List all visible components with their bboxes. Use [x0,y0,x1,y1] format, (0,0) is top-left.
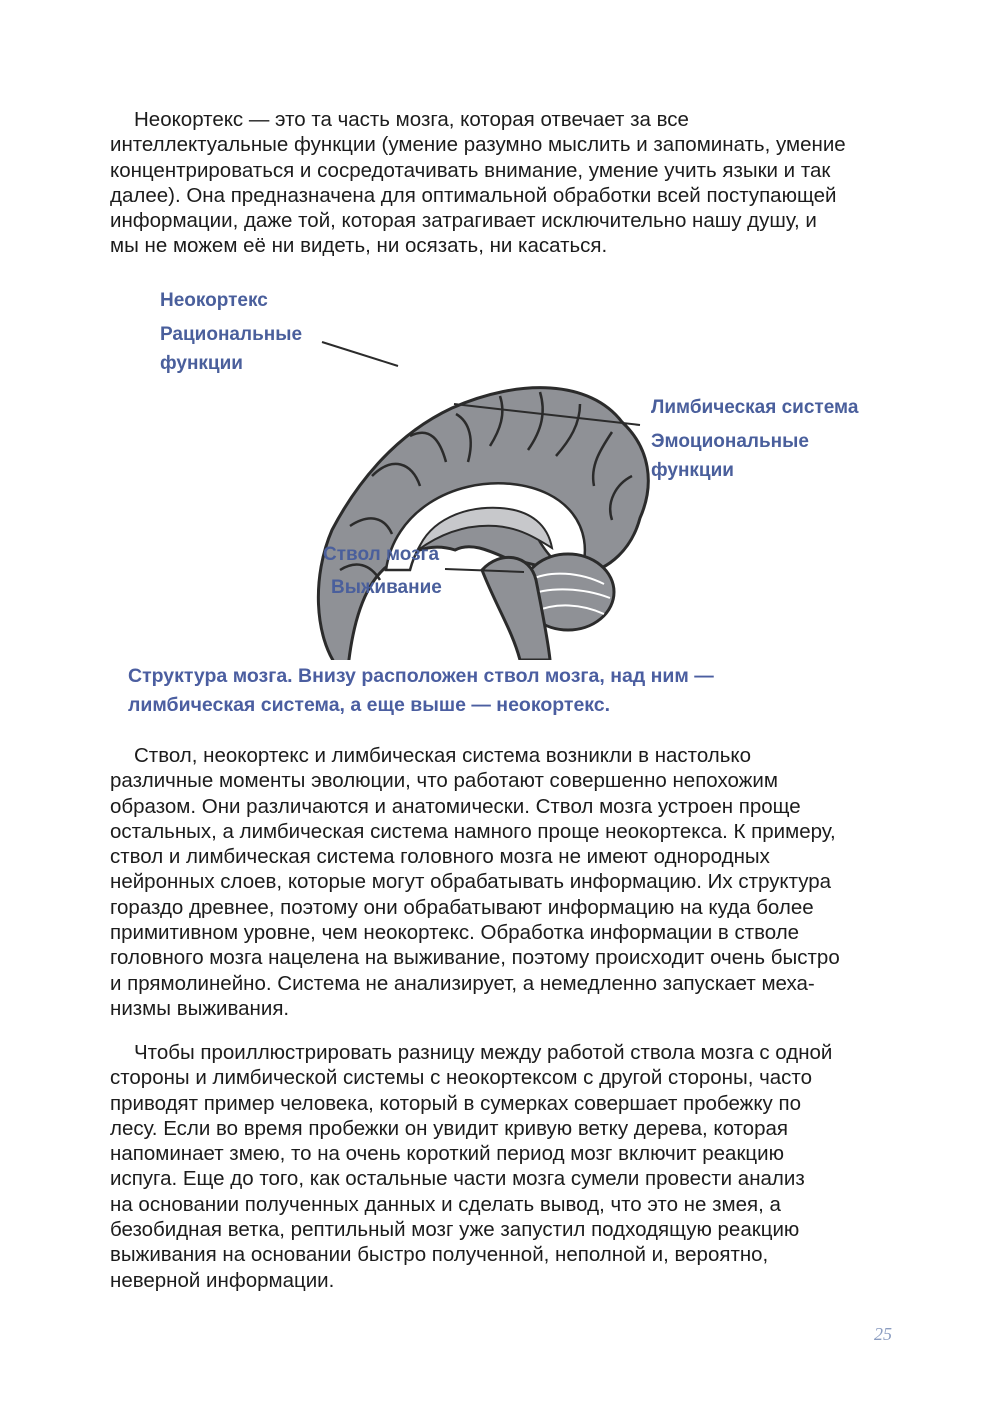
figure-caption-line1: Структура мозга. Внизу расположен ствол мозга, над ним — [128,665,714,687]
neocortex-pointer [322,342,398,366]
figure-caption-line2: лимбическая система, а еще выше — неокортекс. [128,694,611,716]
neocortex-function-line2: функции [160,353,243,374]
paragraph-example [110,1040,910,1293]
text-line: ствол и лимбическая система головного мозга не имеют однородных [110,845,770,869]
text-line: напоминает змею, то на очень короткий период мозг включит реакцию [110,1142,784,1166]
paragraph-evolution [110,743,910,1021]
text-line: приводят пример человека, который в сумерках совершает пробежку по [110,1091,801,1115]
text-line: низмы выживания. [110,996,290,1020]
text-line: лесу. Если во время пробежки он увидит кривую ветку дерева, которая [110,1116,788,1140]
text-line: головного мозга нацелена на выживание, поэтому происходит очень быстро [110,946,840,970]
text-line: безобидная ветка, рептильный мозг уже запустил подходящую реакцию [110,1218,800,1242]
text-line: Неокортекс — это та часть мозга, которая отвечает за все [134,108,689,131]
text-line: неверной информации. [110,1268,335,1292]
text-line: на основании полученных данных и сделать вывод, что это не змея, а [110,1192,781,1216]
neocortex-title: Неокортекс [160,290,268,311]
neocortex-function-line1: Рациональные [160,324,303,345]
brain-diagram [0,280,1000,660]
text-line: гораздо древнее, поэтому они обрабатывают информацию на куда более [110,895,814,919]
text-line: различные моменты эволюции, что работают совершенно непохожим [110,769,778,793]
text-line: и прямолинейно. Система не анализирует, а немедленно запускает меха- [110,971,815,995]
brainstem-function: Выживание [331,577,442,598]
text-line: Ствол, неокортекс и лимбическая система возникли в настолько [134,744,752,767]
text-line: выживания на основании быстро полученной, неполной и, вероятно, [110,1243,769,1267]
limbic-function-line1: Эмоциональные [651,431,809,452]
text-line: интеллектуальные функции (умение разумно мыслить и запоминать, умение [110,133,846,157]
text-line: примитивном уровне, чем неокортекс. Обработка информации в стволе [110,921,800,945]
text-line: концентрироваться и сосредотачивать внимание, умение учить языки и так [110,158,831,182]
paragraph-intro [110,107,910,259]
text-line: стороны и лимбической системы с неокортексом с другой стороны, часто [110,1066,812,1090]
text-line: Чтобы проиллюстрировать разницу между работой ствола мозга с одной [134,1041,833,1064]
text-line: далее). Она предназначена для оптимальной обработки всей поступающей [110,183,837,207]
limbic-title: Лимбическая система [651,397,859,418]
text-line: образом. Они различаются и анатомически. Ствол мозга устроен проще [110,794,801,818]
text-line: остальных, а лимбическая система намного проще неокортекса. К примеру, [110,819,836,843]
text-line: информации, даже той, которая затрагивает исключительно нашу душу, и [110,209,817,233]
page-number: 25 [874,1324,892,1344]
limbic-function-line2: функции [651,460,734,481]
text-line: испуга. Еще до того, как остальные части мозга сумели провести анализ [110,1167,805,1191]
brain-illustration [0,280,1000,660]
text-line: мы не можем её ни видеть, ни осязать, ни касаться. [110,234,608,258]
brainstem-title: Ствол мозга [323,544,440,565]
text-line: нейронных слоев, которые могут обрабатывать информацию. Их структура [110,870,832,894]
